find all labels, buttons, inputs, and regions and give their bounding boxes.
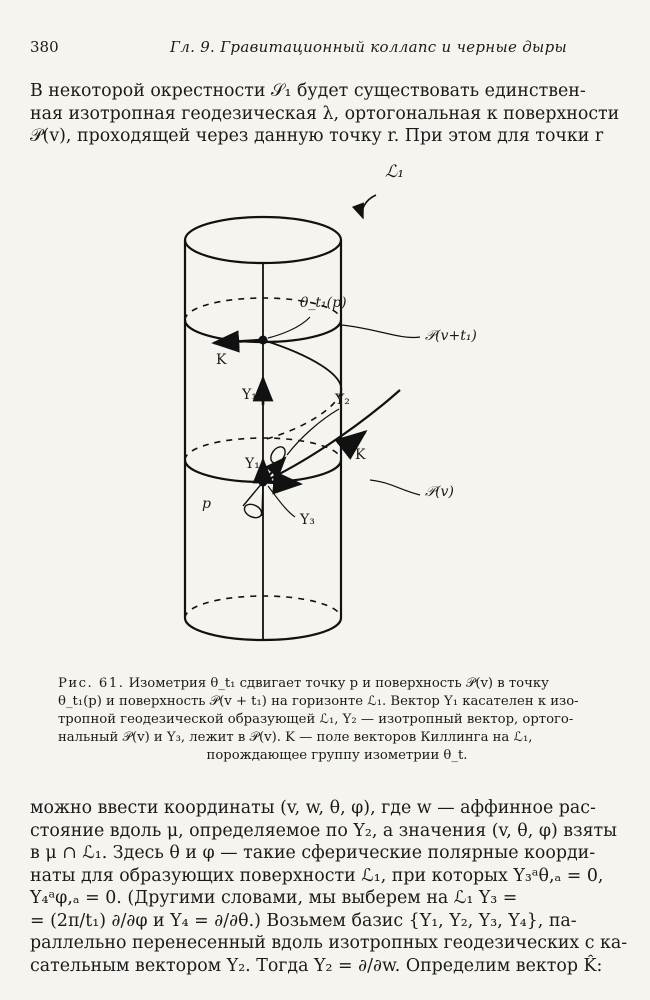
text-line: сательным вектором Y₂. Тогда Y₂ = ∂/∂w. Определим вектор K̂: bbox=[30, 955, 603, 976]
text-line: 𝒫(v), проходящей через данную точку r. При этом для точки r bbox=[30, 126, 604, 146]
label-P-v: 𝒫(v) bbox=[425, 484, 454, 500]
point-theta-p bbox=[259, 336, 268, 345]
small-tube-bottom bbox=[242, 502, 263, 520]
label-Y1-upper: Y₁ bbox=[242, 387, 257, 403]
bottom-paragraph bbox=[30, 797, 628, 977]
Y2-leader bbox=[287, 409, 339, 455]
label-L1: ℒ₁ bbox=[385, 162, 405, 182]
helix-upper-solid bbox=[263, 340, 341, 392]
caption-line: тропной геодезической образующей ℒ₁, Y₂ — изотропный вектор, ортого- bbox=[58, 712, 574, 727]
figure-caption bbox=[58, 675, 616, 765]
caption-line: порождающее группу изометрии θ_t. bbox=[206, 748, 468, 763]
text-line: стояние вдоль μ, определяемое по Y₂, а значения (v, θ, φ) взяты bbox=[30, 820, 618, 841]
text-line: = (2π/t₁) ∂/∂φ и Y₄ = ∂/∂θ.) Возьмем базис {Y₁, Y₂, Y₃, Y₄}, па- bbox=[30, 910, 577, 931]
theta-leader bbox=[268, 317, 310, 338]
cylinder-figure bbox=[150, 160, 477, 665]
helix-lower bbox=[263, 390, 400, 482]
point-p bbox=[259, 478, 268, 487]
label-theta-p: θ_t₁(p) bbox=[300, 295, 347, 311]
figure-svg bbox=[150, 160, 470, 665]
label-Y3: Y₃ bbox=[300, 512, 315, 528]
label-K-upper: K bbox=[216, 352, 227, 368]
label-P-v-t1: 𝒫(v+t₁) bbox=[425, 328, 477, 344]
caption-line: θ_t₁(p) и поверхность 𝒫(v + t₁) на горизонте ℒ₁. Вектор Y₁ касателен к изо- bbox=[58, 694, 579, 709]
Y3-arrow bbox=[263, 482, 300, 484]
top-ellipse bbox=[185, 217, 341, 263]
text-line: В некоторой окрестности 𝒮₁ будет существовать единствен- bbox=[30, 81, 586, 101]
label-p: p bbox=[202, 496, 211, 512]
helix-upper-dashed bbox=[263, 392, 341, 440]
small-tube-top bbox=[268, 444, 288, 466]
text-line: Y₄ᵃφ,ₐ = 0. (Другими словами, мы выберем на ℒ₁ Y₃ = bbox=[30, 888, 518, 908]
Y2-arrow bbox=[263, 458, 285, 482]
text-line: ная изотропная геодезическая λ, ортогональная к поверхности bbox=[30, 103, 620, 124]
label-Y1-lower: Y₁ bbox=[245, 456, 260, 472]
top-paragraph bbox=[30, 80, 620, 148]
caption-line: Изометрия θ_t₁ сдвигает точку p и поверхность 𝒫(v) в точку bbox=[128, 676, 549, 691]
Pvt1-leader bbox=[341, 325, 420, 337]
label-K-lower: K bbox=[355, 447, 366, 463]
text-line: в μ ∩ ℒ₁. Здесь θ и φ — такие сферические полярные коорди- bbox=[30, 843, 596, 863]
text-line: раллельно перенесенный вдоль изотропных геодезических с ка- bbox=[30, 933, 628, 953]
text-line: наты для образующих поверхности ℒ₁, при которых Y₃ᵃθ,ₐ = 0, bbox=[30, 865, 604, 886]
Y3-leader bbox=[268, 486, 295, 517]
caption-line: нальный 𝒫(v) и Y₃, лежит в 𝒫(v). K — поле векторов Киллинга на ℒ₁, bbox=[58, 730, 533, 745]
label-Y2: Y₂ bbox=[335, 392, 350, 408]
page-number: 380 bbox=[30, 38, 59, 56]
L1-leader bbox=[362, 195, 376, 218]
text-line: можно ввести координаты (v, w, θ, φ), где w — аффинное рас- bbox=[30, 798, 596, 818]
Pv-leader bbox=[370, 480, 420, 495]
K-lower-arrow bbox=[346, 432, 365, 447]
caption-title: Рис. 61. bbox=[58, 676, 125, 691]
running-title: Гл. 9. Гравитационный коллапс и черные дыры bbox=[170, 38, 567, 56]
